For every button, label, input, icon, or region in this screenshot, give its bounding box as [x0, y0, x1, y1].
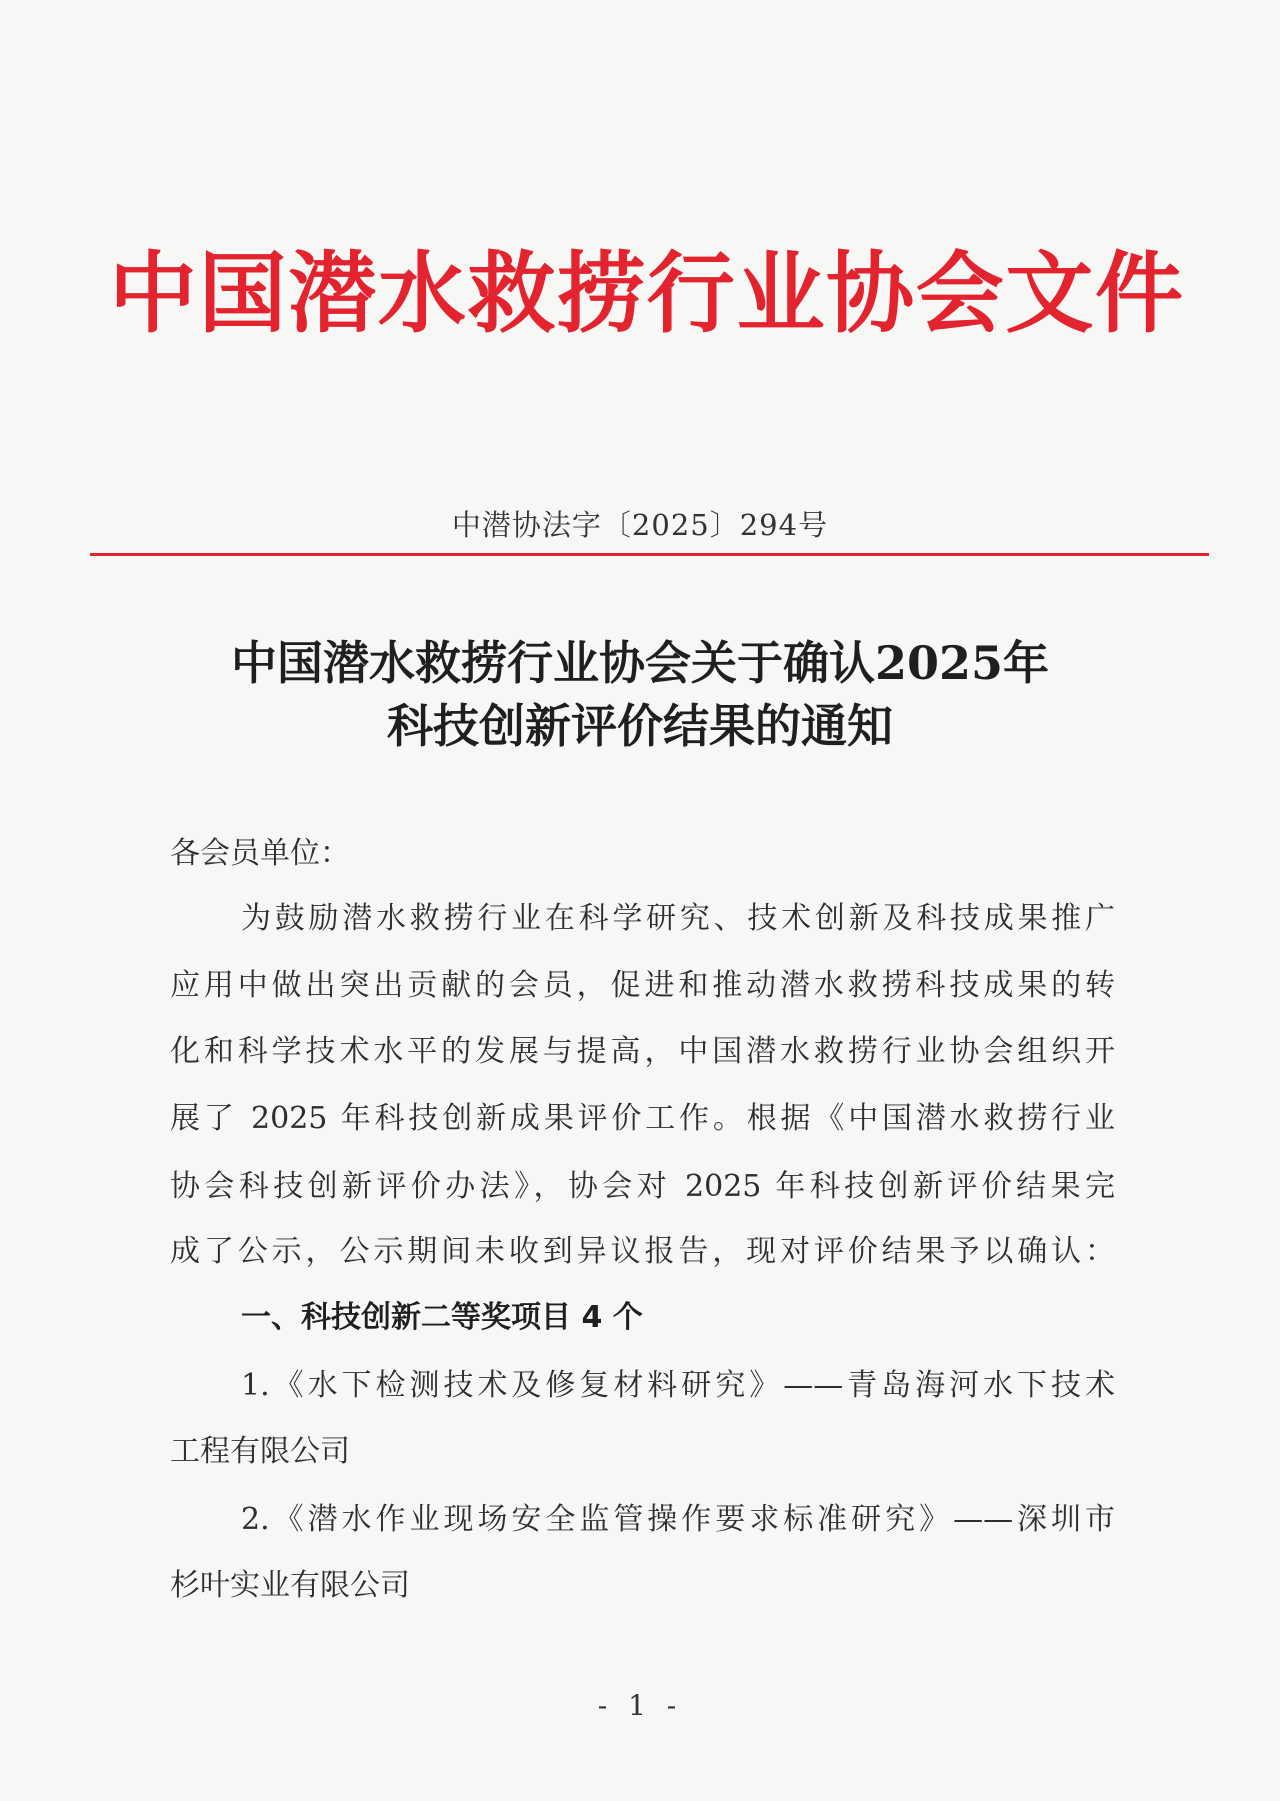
red-divider-line [90, 553, 1209, 556]
document-number: 中潜协法字〔2025〕294号 [451, 508, 829, 542]
salutation: 各会员单位： [170, 836, 350, 871]
body-line: 为鼓励潜水救捞行业在科学研究、技术创新及科技成果推广 [241, 901, 1115, 936]
body-line: 成了公示，公示期间未收到异议报告，现对评价结果予以确认： [170, 1234, 1115, 1269]
body-line: 协会科技创新评价办法》，协会对 2025 年科技创新评价结果完 [170, 1169, 1115, 1204]
body-line: 应用中做出突出贡献的会员，促进和推动潜水救捞科技成果的转 [170, 968, 1115, 1003]
award-item-2-line-2: 杉叶实业有限公司 [170, 1568, 410, 1603]
award-item-1-line-2: 工程有限公司 [170, 1434, 350, 1469]
award-item-1-line-1: 1.《水下检测技术及修复材料研究》——青岛海河水下技术 [241, 1368, 1115, 1403]
notice-title-line-2: 科技创新评价结果的通知 [387, 699, 893, 753]
section-heading: 一、科技创新二等奖项目 4 个 [241, 1300, 643, 1335]
body-line: 化和科学技术水平的发展与提高，中国潜水救捞行业协会组织开 [170, 1034, 1115, 1069]
page-number: - 1 - [597, 1689, 683, 1722]
body-line: 展了 2025 年科技创新成果评价工作。根据《中国潜水救捞行业 [170, 1101, 1115, 1136]
notice-title-line-1: 中国潜水救捞行业协会关于确认2025年 [230, 636, 1050, 690]
award-item-2-line-1: 2.《潜水作业现场安全监管操作要求标准研究》——深圳市 [241, 1502, 1115, 1537]
issuer-header-title: 中国潜水救捞行业协会文件 [109, 241, 1183, 345]
